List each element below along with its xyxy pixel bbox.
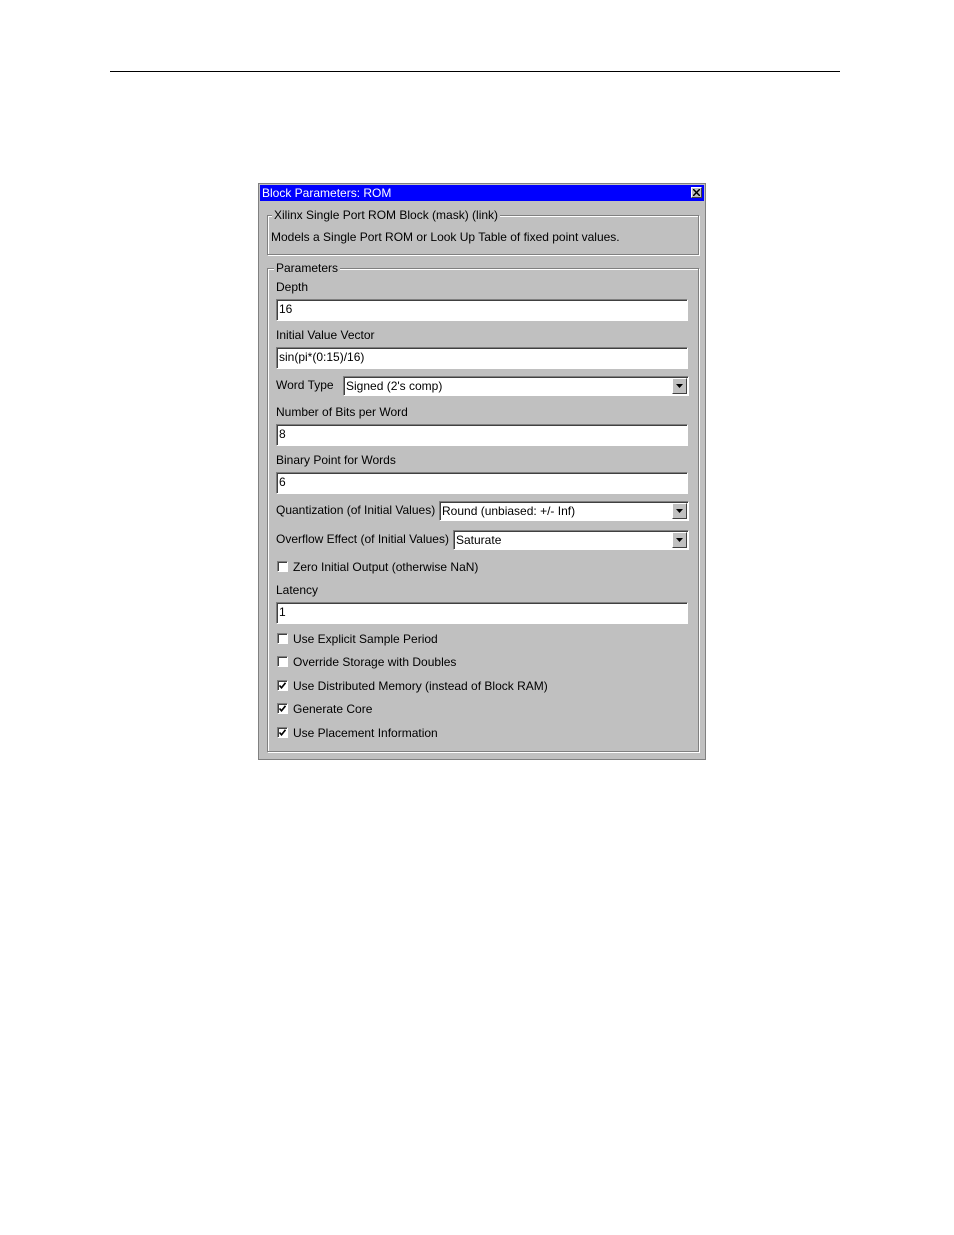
generate-core-label: Generate Core — [293, 702, 373, 716]
overflow-selected: Saturate — [456, 533, 502, 547]
chevron-down-icon — [676, 509, 683, 513]
word-type-dropdown-button[interactable] — [672, 378, 687, 394]
latency-input[interactable]: 1 — [276, 602, 688, 624]
overflow-select[interactable] — [453, 530, 689, 550]
overflow-label: Overflow Effect (of Initial Values) — [276, 532, 449, 546]
depth-input[interactable]: 16 — [276, 299, 688, 321]
overflow-dropdown-button[interactable] — [672, 532, 687, 548]
block-description-legend: Xilinx Single Port ROM Block (mask) (link) — [274, 208, 499, 222]
bits-per-word-input[interactable]: 8 — [276, 424, 688, 446]
distributed-memory-checkbox[interactable] — [277, 680, 288, 691]
generate-core-checkbox[interactable] — [277, 703, 288, 714]
latency-label: Latency — [276, 583, 319, 597]
zero-initial-output-label: Zero Initial Output (otherwise NaN) — [293, 560, 479, 574]
bits-per-word-label: Number of Bits per Word — [276, 405, 408, 419]
checkmark-icon — [279, 729, 286, 736]
initial-value-vector-input[interactable]: sin(pi*(0:15)/16) — [276, 347, 688, 369]
zero-initial-output-checkbox[interactable] — [277, 561, 288, 572]
block-description-text: Models a Single Port ROM or Look Up Table of fixed point values. — [271, 230, 620, 244]
quantization-label: Quantization (of Initial Values) — [276, 503, 436, 517]
close-button[interactable] — [691, 187, 702, 198]
explicit-sample-period-label: Use Explicit Sample Period — [293, 632, 438, 646]
explicit-sample-period-checkbox[interactable] — [277, 633, 288, 644]
chevron-down-icon — [676, 384, 683, 388]
distributed-memory-label: Use Distributed Memory (instead of Block RAM) — [293, 679, 548, 693]
block-description-group — [267, 208, 699, 255]
checkmark-icon — [279, 705, 286, 712]
override-storage-label: Override Storage with Doubles — [293, 655, 457, 669]
initial-value-vector-label: Initial Value Vector — [276, 328, 375, 342]
binary-point-label: Binary Point for Words — [276, 453, 396, 467]
close-icon — [693, 189, 700, 196]
word-type-selected: Signed (2's comp) — [346, 379, 443, 393]
block-parameters-dialog — [258, 183, 706, 760]
page-header-rule — [110, 71, 840, 72]
quantization-selected: Round (unbiased: +/- Inf) — [442, 504, 576, 518]
word-type-label: Word Type — [276, 378, 334, 392]
parameters-legend: Parameters — [276, 261, 339, 275]
word-type-select[interactable] — [343, 376, 689, 396]
quantization-dropdown-button[interactable] — [672, 503, 687, 519]
binary-point-input[interactable]: 6 — [276, 472, 688, 494]
dialog-titlebar — [260, 185, 704, 201]
checkmark-icon — [279, 682, 286, 689]
chevron-down-icon — [676, 538, 683, 542]
quantization-select[interactable] — [439, 501, 689, 521]
depth-label: Depth — [276, 280, 309, 294]
placement-information-checkbox[interactable] — [277, 727, 288, 738]
override-storage-checkbox[interactable] — [277, 656, 288, 667]
dialog-title: Block Parameters: ROM — [262, 186, 392, 200]
placement-information-label: Use Placement Information — [293, 726, 438, 740]
